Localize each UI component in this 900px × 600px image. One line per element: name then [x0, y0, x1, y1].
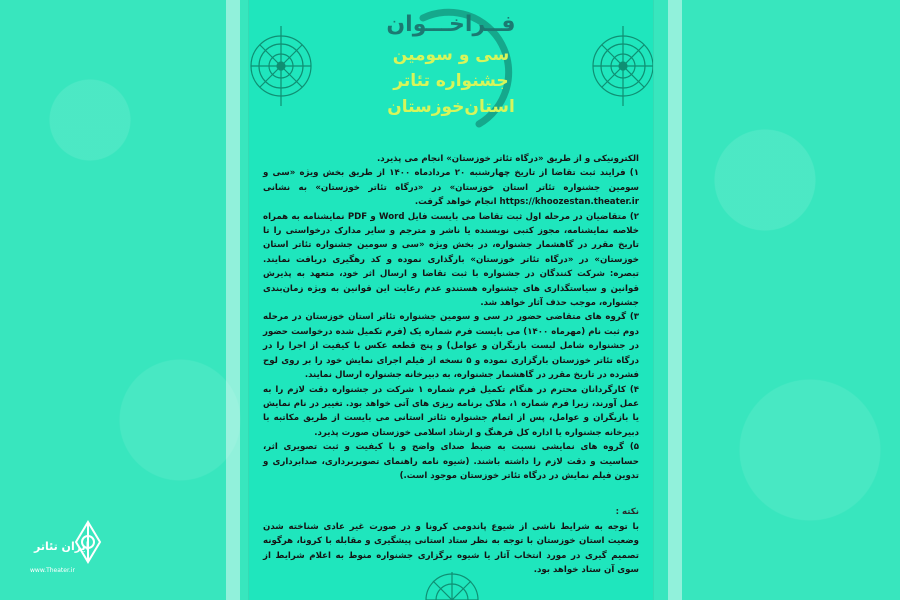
note-text: با توجه به شرایط ناشی از شیوع پاندومی کرونا و در صورت غیر عادی شناخته شدن وضعیت استان خوزستان با توجه به نظر ستاد استانی پیشگیری و مقابله با کرونا، هرگونه تصمیم گیری در مورد انتخاب آثار یا شیوه برگزاری جشنواره منوط به اعلام شرایط از سوی آن ستاد خواهد بود. [263, 521, 639, 575]
intro-text: الکترونیکی و از طریق «درگاه تئاتر خوزستان» انجام می پذیرد. [376, 154, 639, 164]
decorative-strip-left [226, 0, 240, 600]
decorative-strip-right [668, 0, 682, 600]
paragraph-5: ۵) گروه های نمایشی نسبت به ضبط صدای واضح و با کیفیت و ثبت تصویری اثر، حساسیت و دقت لازم را داشته باشند. (شیوه نامه راهنمای تصویربرداری، صدابرداری و تدوین فیلم نمایش در درگاه تئاتر خوزستان موجود است.) [263, 442, 639, 481]
note-title: نکته : [615, 507, 639, 518]
title-line-1: فــراخـــوان [386, 12, 516, 37]
paragraph-3: ۳) گروه های متقاضی حضور در سی و سومین جشنواره تئاتر استان خوزستان در مرحله دوم ثبت نام (مهرماه ۱۴۰۰) می بایست فرم شماره یک (فرم تکمیل شده درخواست حضور در جشنواره شامل لیست بازیگران و عوامل) و پنج قطعه عکس با کیفیت از اجرا را در درگاه تئاتر خوزستان بارگزاری نموده و ۵ نسخه از فیلم اجرای نمایش خود را بر روی لوح فشرده در تاریخ مقرر در گاهشمار جشنواره، به دبیرخانه جشنواره ارسال نمایند. [263, 312, 639, 381]
title-block [249, 8, 653, 120]
title-line-2: سی و سومین [392, 45, 510, 65]
title-line-4: استان‌خوزستان [387, 97, 515, 117]
paragraph-1: ۱) فرایند ثبت تقاضا از تاریخ چهارشنبه ۲۰ مردادماه ۱۴۰۰ از طریق بخش ویژه «سی و سومین جشنواره تئاتر استان خوزستان» در «درگاه تئاتر خوزستان» به نشانی https://khoozestan.theater.ir انجام خواهد گرفت. [263, 168, 639, 208]
iran-theater-logo [28, 518, 118, 582]
paragraph-4: ۴) کارگردانان محترم در هنگام تکمیل فرم شماره ۱ شرکت در جشنواره دقت لازم را به عمل آورند، زیرا فرم شماره ۱، ملاک برنامه ریزی های آتی خواهد بود. تغییر در نام نمایش یا بازیگران و عوامل، پس از اتمام جشنواره تئاتر استانی می بایست از طریق مکاتبه با دبیرخانه جشنواره یا اداره کل فرهنگ و ارشاد اسلامی خوزستان صورت پذیرد. [263, 384, 640, 438]
logo-name: ایران تئاتر [34, 540, 90, 553]
announcement-body [263, 152, 639, 577]
title-line-3: جشنواره تئاتر [393, 71, 509, 91]
logo-url: www.Theater.ir [30, 567, 75, 574]
poster [249, 0, 653, 600]
paragraph-2: ۲) متقاضیان در مرحله اول ثبت تقاضا می بایست فایل Word و PDF نمایشنامه به همراه خلاصه نمایشنامه، مجوز کتبی نویسنده یا ناشر و مترجم و سایر مدارک درخواستی را تا تاریخ مقرر در گاهشمار جشنواره، در بخش ویژه «سی و سومین جشنواره تئاتر استان خوزستان» در «درگاه تئاتر خوزستان» بارگذاری نموده و کد رهگیری دریافت نمایند. تبصره: شرکت کنندگان در جشنواره با ثبت تقاضا و ارسال اثر خود، متعهد به پذیرش قوانین و سیاستگذاری های جشنواره هستندو عدم رعایت این قوانین به ویژه زمان‌بندی جشنواره، موجب حذف آثار خواهد شد. [263, 211, 640, 309]
